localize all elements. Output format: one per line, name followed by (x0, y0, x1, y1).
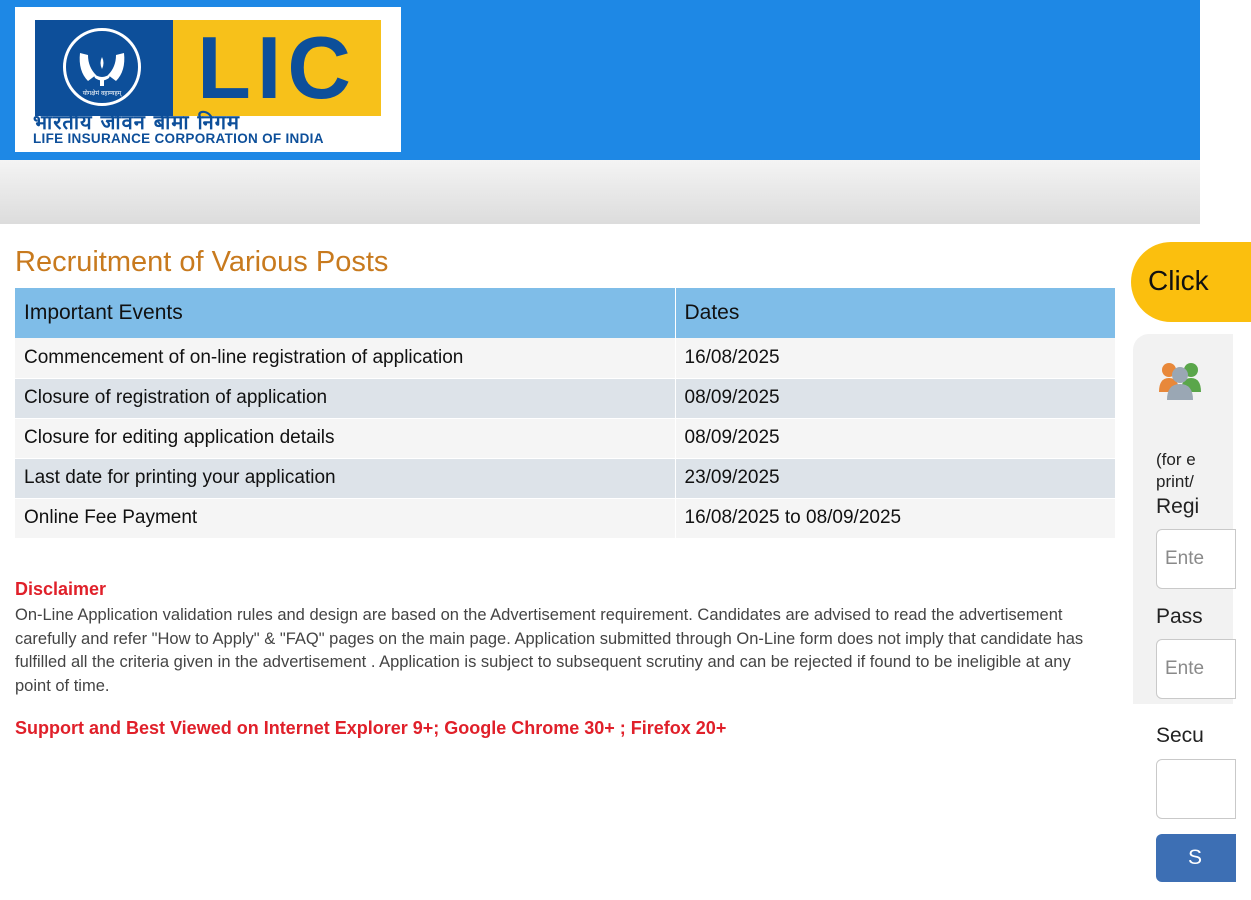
event-cell: Closure of registration of application (15, 378, 675, 418)
lic-logo[interactable] (15, 7, 401, 152)
site-header (0, 0, 1200, 160)
click-here-tab[interactable] (1131, 242, 1251, 322)
date-cell: 08/09/2025 (675, 378, 1116, 418)
submit-button[interactable]: S (1156, 834, 1236, 882)
important-events-table (15, 288, 1116, 539)
table-header-row (15, 288, 1116, 338)
event-cell: Online Fee Payment (15, 498, 675, 538)
column-header-dates: Dates (675, 288, 1116, 338)
logo-hindi-text: भारतीय जीवन बीमा निगम (33, 110, 240, 134)
date-cell: 16/08/2025 (675, 338, 1116, 378)
event-cell: Last date for printing your application (15, 458, 675, 498)
lic-emblem (35, 20, 181, 116)
login-note (1156, 449, 1196, 493)
registration-label: Regi (1156, 495, 1200, 518)
lic-wordmark (173, 20, 381, 116)
browser-support-note: Support and Best Viewed on Internet Explorer 9+; Google Chrome 30+ ; Firefox 20+ (15, 718, 727, 738)
event-cell: Commencement of on-line registration of application (15, 338, 675, 378)
column-header-events: Important Events (15, 288, 675, 338)
event-cell: Closure for editing application details (15, 418, 675, 458)
security-code-input[interactable] (1156, 759, 1236, 819)
registration-input[interactable] (1156, 529, 1236, 589)
login-note-line2: print/ (1156, 472, 1194, 491)
lic-wordmark-text: LIC (197, 18, 357, 117)
login-note-line1: (for e (1156, 450, 1196, 469)
disclaimer-text: On-Line Application validation rules and design are based on the Advertisement requirement. Candidates are advised to read the advertisement carefully and refer "How to Apply" & "FAQ" pages on the main page. Application submitted through On-Line form does not imply that candidate has fulfilled all the criteria given in the advertisement . Application is subject to subsequent scrutiny and can be rejected if found to be ineligible at any point of time. (15, 606, 1084, 695)
lamp-hands-icon (63, 28, 141, 106)
table-row (15, 418, 1116, 458)
date-cell: 16/08/2025 to 08/09/2025 (675, 498, 1116, 538)
page-title: Recruitment of Various Posts (15, 246, 389, 278)
table-row (15, 338, 1116, 378)
date-cell: 23/09/2025 (675, 458, 1116, 498)
table-row (15, 498, 1116, 538)
password-input[interactable] (1156, 639, 1236, 699)
svg-text:योगक्षेमं वहाम्यहम्: योगक्षेमं वहाम्यहम् (82, 90, 122, 97)
logo-english-text: LIFE INSURANCE CORPORATION OF INDIA (33, 131, 324, 146)
click-here-label: Click (1148, 265, 1209, 296)
date-cell: 08/09/2025 (675, 418, 1116, 458)
nav-bar (0, 160, 1200, 224)
table-row (15, 458, 1116, 498)
password-label: Pass (1156, 605, 1203, 628)
security-code-label: Secu (1156, 724, 1204, 747)
table-row (15, 378, 1116, 418)
users-icon (1157, 358, 1203, 400)
disclaimer-title: Disclaimer (15, 579, 107, 599)
